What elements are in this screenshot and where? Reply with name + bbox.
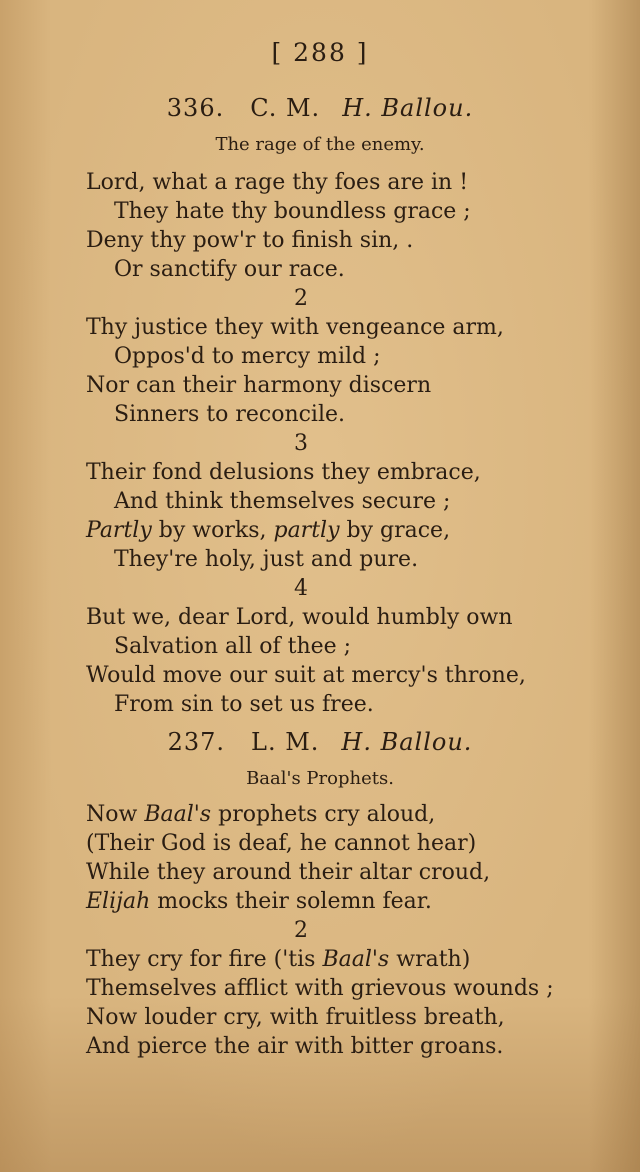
verse-line: Sinners to reconcile.	[114, 402, 346, 427]
italic-word: Elijah	[86, 889, 151, 914]
verse-line: (Their God is deaf, he cannot hear)	[86, 831, 477, 856]
verse-line: And pierce the air with bitter groans.	[86, 1034, 504, 1059]
verse-line: Themselves afflict with grievous wounds ;	[86, 976, 554, 1001]
verse-line: They're holy, just and pure.	[114, 547, 419, 572]
hymn-336-text	[86, 168, 606, 719]
hymn-author: H. Ballou.	[341, 728, 473, 756]
hymn-meter: L. M.	[251, 728, 320, 756]
hymn-number: 237.	[167, 728, 225, 756]
verse-fragment: by grace,	[346, 518, 451, 543]
italic-word: Baal's	[322, 947, 390, 972]
verse-line: But we, dear Lord, would humbly own	[86, 605, 513, 630]
verse-fragment: prophets cry aloud,	[218, 802, 436, 827]
verse-line: Nor can their harmony discern	[86, 373, 432, 398]
page-number: [ 288 ]	[271, 38, 369, 67]
hymn-title: The rage of the enemy.	[215, 134, 425, 155]
verse-line: From sin to set us free.	[114, 692, 374, 717]
verse-fragment: wrath)	[396, 947, 471, 972]
verse-line: Their fond delusions they embrace,	[86, 460, 481, 485]
verse-fragment: by works,	[158, 518, 267, 543]
verse-line: Deny thy pow'r to finish sin, .	[86, 228, 414, 253]
stanza-number: 4	[294, 576, 308, 601]
italic-word: Baal's	[144, 802, 212, 827]
verse-line: Oppos'd to mercy mild ;	[114, 344, 381, 369]
verse-line: Or sanctify our race.	[114, 257, 345, 282]
hymn-author: H. Ballou.	[342, 94, 474, 122]
hymn-heading	[0, 94, 640, 122]
verse-line: Salvation all of thee ;	[114, 634, 352, 659]
hymn-title: Baal's Prophets.	[246, 768, 394, 789]
verse-line: While they around their altar croud,	[86, 860, 491, 885]
verse-line: And think themselves secure ;	[114, 489, 451, 514]
stanza-number: 2	[294, 286, 308, 311]
italic-word: Partly	[86, 518, 152, 543]
hymn-meter: C. M.	[250, 94, 321, 122]
verse-line	[86, 800, 606, 829]
verse-line	[86, 887, 606, 916]
verse-line: Now louder cry, with fruitless breath,	[86, 1005, 505, 1030]
verse-line: Would move our suit at mercy's throne,	[86, 663, 526, 688]
verse-line	[86, 945, 606, 974]
verse-fragment: Now	[86, 802, 138, 827]
hymn-heading	[0, 728, 640, 756]
verse-fragment: They cry for fire ('tis	[86, 947, 316, 972]
stanza-number: 3	[294, 431, 308, 456]
verse-line: Lord, what a rage thy foes are in !	[86, 170, 469, 195]
italic-word: partly	[273, 518, 340, 543]
verse-line: They hate thy boundless grace ;	[114, 199, 471, 224]
verse-fragment: mocks their solemn fear.	[157, 889, 432, 914]
verse-line: Thy justice they with vengeance arm,	[86, 315, 504, 340]
hymn-237-text	[86, 800, 606, 1061]
hymn-number: 336.	[166, 94, 225, 122]
stanza-number: 2	[294, 918, 308, 943]
verse-line	[86, 516, 606, 545]
